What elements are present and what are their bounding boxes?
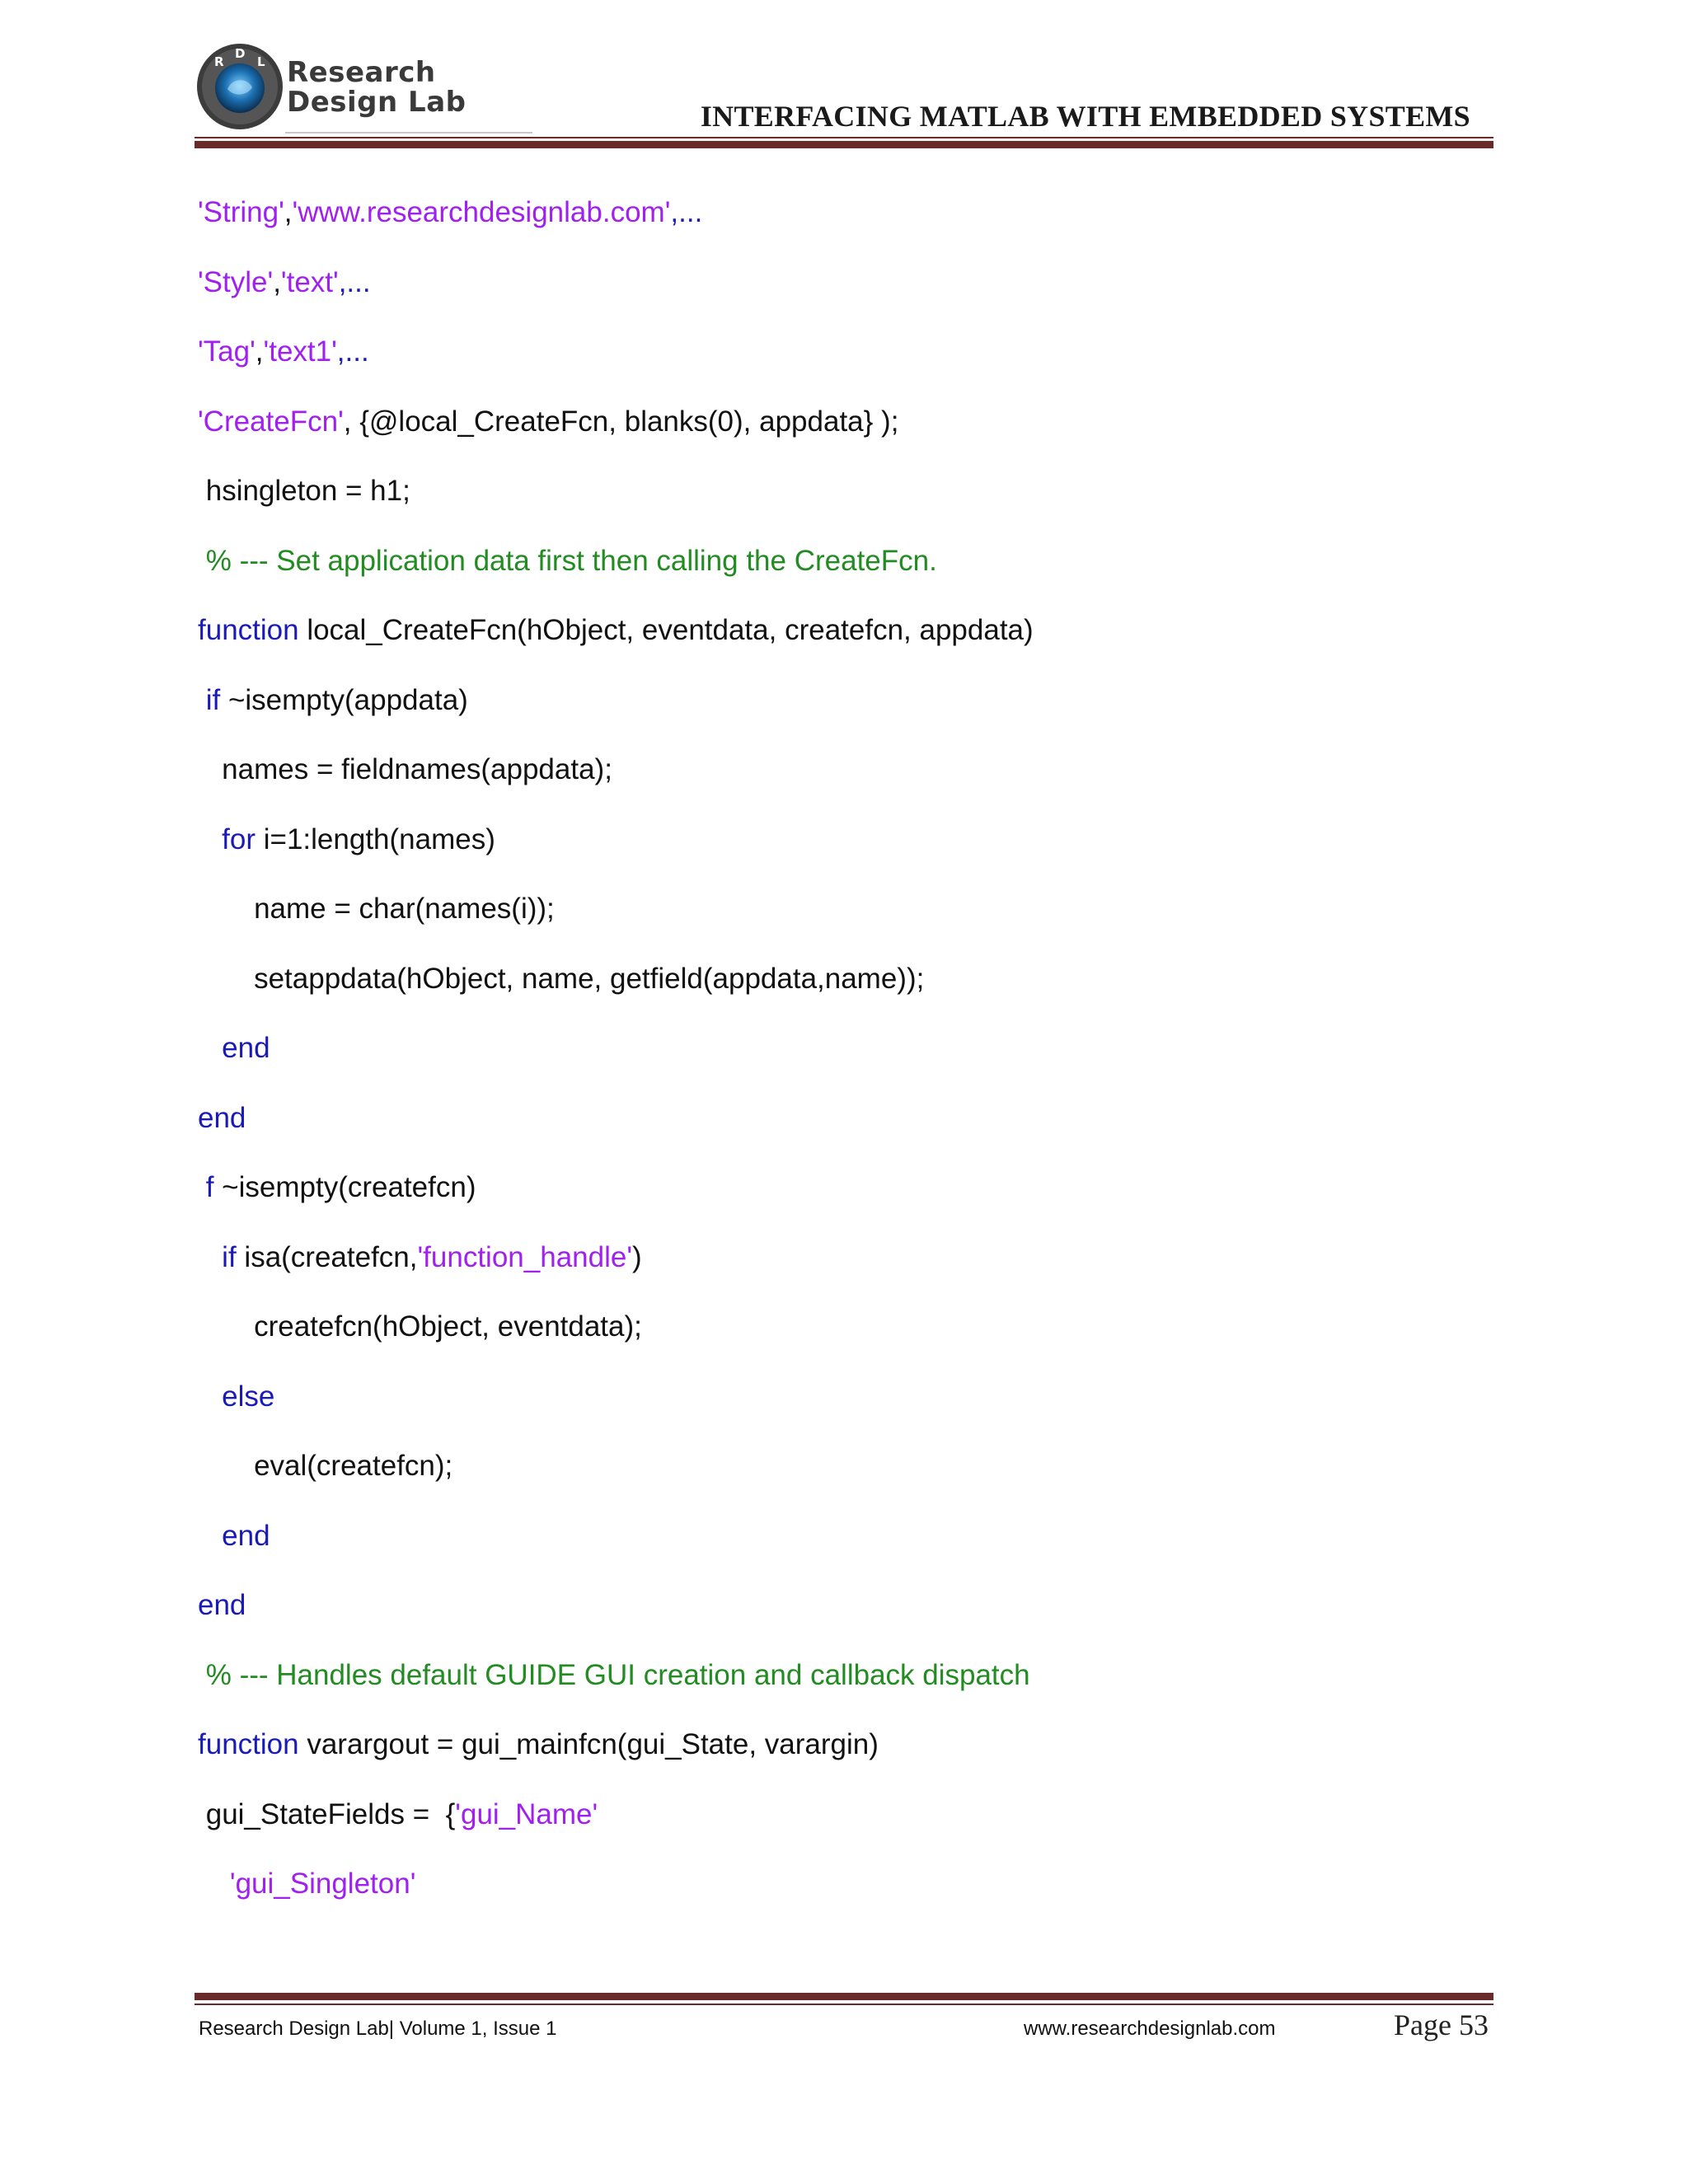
code-token: gui_StateFields = {	[198, 1797, 456, 1830]
code-token: ~isempty(appdata)	[220, 683, 468, 716]
code-token: )	[632, 1240, 642, 1273]
code-line	[198, 404, 898, 440]
code-line	[198, 891, 555, 927]
code-token: 'text'	[280, 265, 339, 298]
code-token: end	[198, 1032, 270, 1064]
code-token: function	[198, 614, 299, 646]
code-token: 'gui_Name'	[455, 1797, 598, 1830]
code-token: isa(createfcn,	[236, 1240, 418, 1273]
code-token: ,...	[338, 265, 371, 298]
rdl-logo-icon	[195, 41, 285, 132]
logo-line-design-lab: Design Lab	[287, 86, 467, 119]
document-title: INTERFACING MATLAB WITH EMBEDDED SYSTEMS	[700, 100, 1470, 133]
code-token: ,	[255, 335, 264, 368]
code-line	[198, 1587, 246, 1624]
code-token: for	[198, 823, 256, 855]
footer-url: www.researchdesignlab.com	[1024, 2018, 1276, 2040]
logo-letter-l: L	[257, 54, 265, 69]
code-line	[198, 1379, 274, 1415]
code-token: 'text1'	[263, 335, 337, 368]
code-token	[198, 1868, 230, 1900]
code-line	[198, 1240, 642, 1276]
code-line	[198, 1100, 246, 1137]
code-token: varargout = gui_mainfcn(gui_State, varargin)	[298, 1728, 879, 1760]
code-token: % --- Handles default GUIDE GUI creation and callback dispatch	[198, 1658, 1030, 1691]
code-token: 'gui_Singleton'	[229, 1868, 416, 1900]
code-token: 'Tag'	[198, 335, 256, 368]
logo-letter-r: R	[214, 54, 224, 69]
code-token: setappdata(hObject, name, getfield(appdata,name));	[198, 962, 925, 995]
code-token: names = fieldnames(appdata);	[198, 753, 612, 785]
code-line	[198, 961, 924, 997]
code-line	[198, 612, 1034, 649]
rdl-logo	[195, 41, 524, 132]
code-line	[198, 1866, 415, 1902]
code-token: hsingleton = h1;	[198, 475, 410, 507]
code-token: end	[198, 1519, 270, 1552]
code-line	[198, 1169, 476, 1206]
code-line	[198, 1448, 452, 1484]
code-token: else	[198, 1380, 275, 1413]
footer-publication: Research Design Lab| Volume 1, Issue 1	[199, 2018, 557, 2040]
code-line	[198, 1797, 598, 1833]
page-header	[195, 41, 1497, 157]
code-line	[198, 194, 702, 231]
code-token: ~isempty(createfcn)	[213, 1171, 476, 1203]
code-token: ,	[273, 265, 281, 298]
code-token: eval(createfcn);	[198, 1450, 453, 1482]
code-token: if	[198, 1240, 237, 1273]
header-rule-thin	[195, 137, 1493, 138]
code-token: i=1:length(names)	[256, 823, 495, 855]
code-token: 'Style'	[198, 265, 274, 298]
code-token: , {@local_CreateFcn, blanks(0), appdata} );	[343, 405, 899, 438]
code-line	[198, 1030, 270, 1066]
code-token: local_CreateFcn(hObject, eventdata, createfcn, appdata)	[298, 614, 1034, 646]
footer-rule-thin	[195, 2004, 1493, 2005]
logo-letter-d: D	[235, 46, 246, 61]
code-token: 'String'	[198, 196, 284, 228]
code-token: end	[198, 1589, 246, 1621]
code-token: createfcn(hObject, eventdata);	[198, 1310, 642, 1343]
code-line	[198, 334, 369, 370]
code-token: 'CreateFcn'	[198, 405, 344, 438]
code-token: % --- Set application data first then calling the CreateFcn.	[198, 544, 937, 577]
code-line	[198, 822, 495, 858]
logo-text	[287, 58, 467, 117]
code-token: if	[198, 683, 221, 716]
code-line	[198, 1657, 1030, 1694]
code-line	[198, 1309, 642, 1345]
code-line	[198, 543, 937, 579]
code-token: f	[198, 1171, 214, 1203]
footer-rule-thick	[195, 1993, 1493, 2000]
code-token: 'function_handle'	[417, 1240, 633, 1273]
code-token: ,...	[336, 335, 369, 368]
header-rule-thick	[195, 141, 1493, 148]
code-token: end	[198, 1101, 246, 1134]
code-line	[198, 752, 612, 788]
code-line	[198, 1727, 879, 1763]
code-token: 'www.researchdesignlab.com'	[292, 196, 671, 228]
code-line	[198, 682, 468, 719]
logo-line-research: Research	[287, 56, 436, 89]
code-token: function	[198, 1728, 299, 1760]
code-token: name = char(names(i));	[198, 893, 555, 925]
footer-page-number: Page 53	[1394, 2008, 1489, 2041]
code-line	[198, 265, 371, 301]
code-line	[198, 473, 410, 509]
code-line	[198, 1518, 270, 1554]
code-token: ,	[284, 196, 293, 228]
logo-underline	[285, 132, 532, 134]
code-token: ,...	[670, 196, 703, 228]
